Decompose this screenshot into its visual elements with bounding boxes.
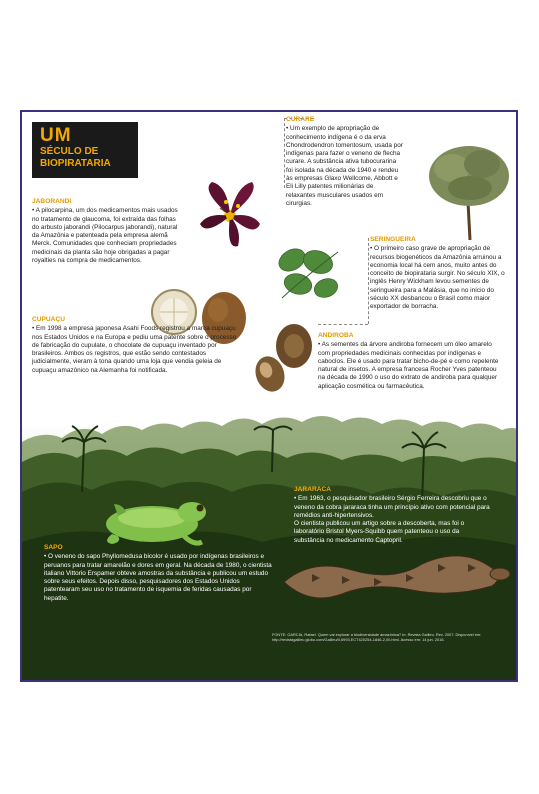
section-heading: CURARE xyxy=(286,116,315,123)
section-curare xyxy=(286,116,404,208)
section-heading: JABORANDI xyxy=(32,198,72,205)
section-text: • A pilocarpina, um dos medicamentos mais usados no tratamento de glaucoma, foi extraída das folhas do arbusto jaborandi (Pilocarpus jaborandi), natural da Amazônia e patenteada pela empresa alemã Merck. Comunidades que conheciam propriedades medicinais da planta são hoje obrigadas a pagar royalties na compra de medicamentos. xyxy=(32,207,178,265)
title-line3: BIOPIRATARIA xyxy=(40,158,111,169)
section-cupuacu xyxy=(32,316,240,375)
page-title xyxy=(32,122,138,178)
section-text-continued: O cientista publicou um artigo sobre a descoberta, mas foi o laboratório Bristol Myers-Squibb quem patenteou o uso da substância no medicamento Captopril. xyxy=(294,520,465,544)
section-heading: ANDIROBA xyxy=(318,332,354,339)
section-jaborandi xyxy=(32,198,182,265)
curare-plant-image xyxy=(275,244,340,300)
connector-line xyxy=(368,238,369,324)
section-andiroba xyxy=(318,332,504,391)
section-text: • Em 1963, o pesquisador brasileiro Sérgio Ferreira descobriu que o veneno da cobra jararaca tinha um princípio ativo com potencial para remédios anti-hipertensivos. xyxy=(294,495,490,519)
infographic-frame xyxy=(20,110,518,682)
title-line1: UM xyxy=(40,125,72,146)
section-heading: SERINGUEIRA xyxy=(370,236,416,243)
section-seringueira xyxy=(370,236,510,312)
section-text: • Um exemplo de apropriação de conhecimento indígena é o da erva Chondrodendron tomentosum, usada por indígenas para fazer o veneno de flecha curare. A substância ativa tubocurarina foi isolada na década de 1940 e rendeu às empresas Glaxo Wellcome, Abbott e Eli Lilly patentes milionárias de relaxantes musculares usados em cirurgias. xyxy=(286,125,403,207)
jaborandi-flower-image xyxy=(200,182,260,246)
section-text: • O primeiro caso grave de apropriação de recursos biogenéticos da Amazônia arruinou a economia local há cem anos, muito antes do conceito de biopirataria surgir. No século XIX, o inglês Henry Wickham levou sementes de seringueira para a Malásia, que no início do século XX desbancou o Brasil como maior exportador de borracha. xyxy=(370,245,505,311)
connector-line xyxy=(284,118,285,188)
connector-line xyxy=(318,324,368,325)
seringueira-tree-image xyxy=(429,146,509,240)
section-jararaca xyxy=(294,486,490,545)
section-sapo xyxy=(44,544,272,603)
section-text: • As sementes da árvore andiroba fornecem um óleo amarelo com propriedades medicinais conhecidas por indígenas e caboclos. Ele é usado para tratar bicho-de-pé e como repelente natural de insetos. A empresa francesa Rocher Yves patenteou na década de 1990 o uso do extrato de andiroba para qualquer aplicação cosmética ou farmacêutica. xyxy=(318,341,499,390)
section-heading: SAPO xyxy=(44,544,63,551)
section-text: • Em 1998 a empresa japonesa Asahi Foods registrou a marca cupuaçu nos Estados Unidos e na Europa e pediu uma patente sobre o processo de fabricação do cupulate, o chocolate de cupuaçu inventado por brasileiros. Ambos os registros, que estão sendo contestados judicialmente, vieram à tona quando uma loja que vendia geleia de cupuaçu amazônico na Alemanha foi notificada. xyxy=(32,325,237,374)
source-credit: FONTE: GARCIA, Rafael. Quem vai explorar a biodiversidade amazônica? In: Revista Galileu. Rev. 2007. Disponível em: http://revistagalileu.globo.com/Galileu/0,6993,ECT420254-1846-2,00.html. Acesso em: 14 jun. 2016. xyxy=(272,632,482,642)
section-text: • O veneno do sapo Phyllomedusa bicolor é usado por indígenas brasileiros e peruanos para tratar amarelão e dores em geral. Na década de 1980, o cientista italiano Vittorio Erspamer obteve amostras da substância e publicou um estudo sobre seus efeitos. Depois disso, pesquisadores dos Estados Unidos patentearam seu uso no tratamento de isquemia de feridas causadas por hepatite. xyxy=(44,553,272,602)
section-heading: JARARACA xyxy=(294,486,331,493)
title-line2: SÉCULO DE xyxy=(40,146,99,157)
section-heading: CUPUAÇU xyxy=(32,316,65,323)
andiroba-seed-image xyxy=(251,324,312,396)
